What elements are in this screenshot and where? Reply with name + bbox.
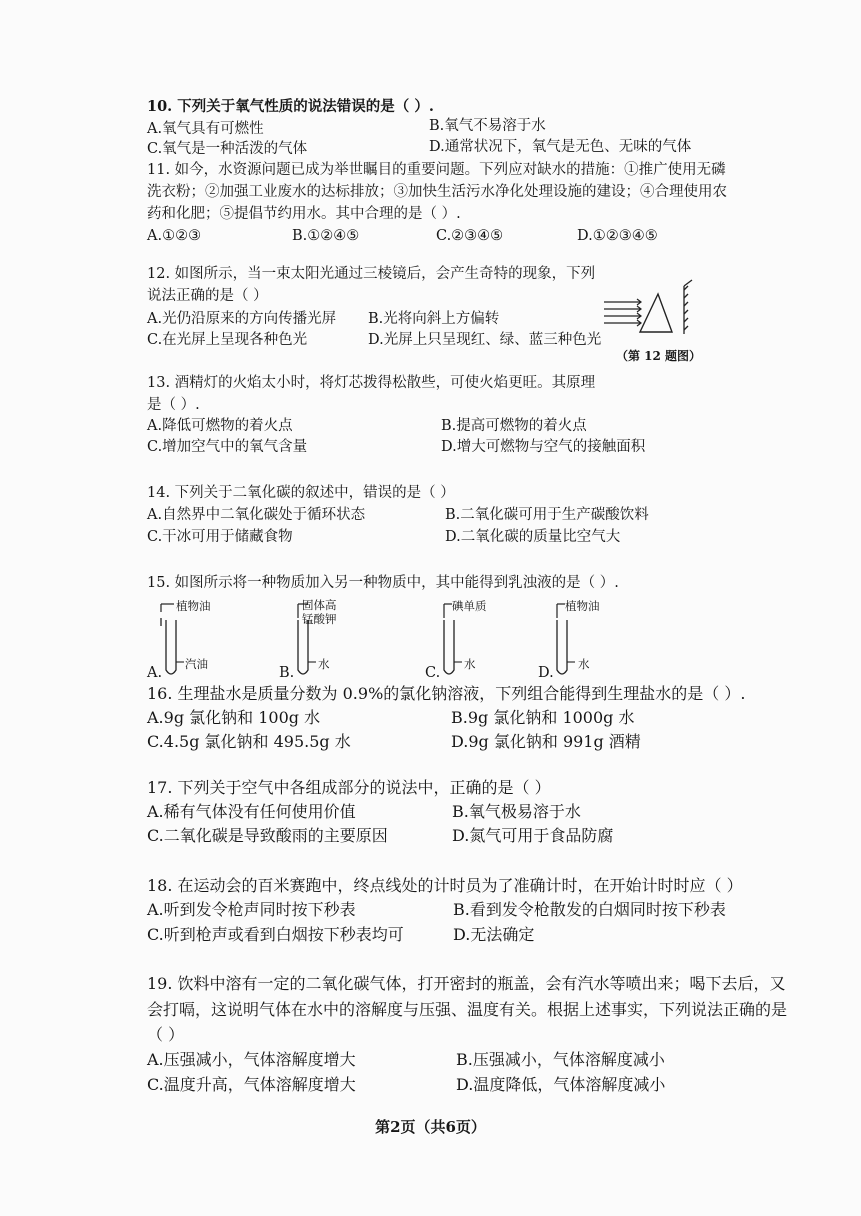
q14-stem: 14. 下列关于二氧化碳的叙述中，错误的是（ ）: [147, 485, 455, 501]
q16-option-d: D.9g 氯化钠和 991g 酒精: [451, 732, 641, 751]
q11-option-b: B.①②④⑤: [292, 228, 360, 244]
q13-line-2: 是（ ）.: [147, 397, 200, 413]
tube-a-letter: A.: [147, 665, 163, 681]
q12-line-2: 说法正确的是（ ）: [147, 288, 268, 304]
q12-option-b: B.光将向斜上方偏转: [368, 311, 500, 327]
q19-option-b: B.压强减小，气体溶解度减小: [456, 1050, 665, 1069]
q13-line-1: 13. 酒精灯的火焰太小时，将灯芯拨得松散些，可使火焰更旺。其原理: [147, 375, 596, 391]
tube-b-side-label: 水: [318, 657, 330, 671]
q17-option-c: C.二氧化碳是导致酸雨的主要原因: [147, 826, 388, 845]
q17-option-a: A.稀有气体没有任何使用价值: [147, 802, 356, 821]
q19-option-c: C.温度升高，气体溶解度增大: [147, 1075, 356, 1094]
q13-option-c: C.增加空气中的氧气含量: [147, 439, 308, 455]
q19-line-1: 19. 饮料中溶有一定的二氧化碳气体，打开密封的瓶盖，会有汽水等喷出来；喝下去后，又: [147, 974, 786, 993]
q17-option-d: D.氮气可用于食品防腐: [452, 826, 614, 845]
q19-option-d: D.温度降低，气体溶解度减小: [456, 1075, 666, 1094]
light-rays: [604, 299, 641, 326]
tube-b-top-label-2: 锰酸钾: [302, 612, 337, 626]
q11-line-2: 洗衣粉；②加强工业废水的达标排放；③加快生活污水净化处理设施的建设；④合理使用农: [147, 184, 727, 200]
q16-option-a: A.9g 氯化钠和 100g 水: [147, 708, 321, 727]
q18-option-a: A.听到发令枪声同时按下秒表: [147, 900, 356, 919]
q10-option-c: C.氧气是一种活泼的气体: [147, 141, 308, 157]
q18-option-b: B.看到发令枪散发的白烟同时按下秒表: [453, 900, 726, 919]
tube-d-letter: D.: [538, 665, 554, 681]
q14-option-c: C.干冰可用于储藏食物: [147, 529, 293, 545]
q14-option-d: D.二氧化碳的质量比空气大: [445, 529, 621, 545]
q12-line-1: 12. 如图所示，当一束太阳光通过三棱镜后，会产生奇特的现象，下列: [147, 266, 596, 282]
q16-option-c: C.4.5g 氯化钠和 495.5g 水: [147, 732, 351, 751]
tube-c-top-label: 碘单质: [452, 599, 487, 613]
q11-option-a: A.①②③: [147, 228, 202, 244]
q10-option-a: A.氧气具有可燃性: [147, 121, 264, 137]
tube-d-top-label: 植物油: [565, 599, 600, 613]
q16-stem: 16. 生理盐水是质量分数为 0.9%的氯化钠溶液，下列组合能得到生理盐水的是（ ）.: [147, 684, 746, 703]
q12-option-a: A.光仍沿原来的方向传播光屏: [147, 311, 337, 327]
q19-line-3: （ ）: [147, 1025, 185, 1044]
tube-a-side-label: 汽油: [185, 657, 208, 671]
q17-stem: 17. 下列关于空气中各组成部分的说法中，正确的是（ ）: [147, 778, 551, 797]
q10-option-d: D.通常状况下，氧气是无色、无味的气体: [429, 139, 692, 155]
tube-b-top-label: 固体高: [302, 598, 337, 612]
tube-d-side-label: 水: [578, 657, 590, 671]
page-footer: 第2页（共6页）: [375, 1118, 486, 1136]
q12-option-d: D.光屏上只呈现红、绿、蓝三种色光: [368, 332, 602, 348]
q19-option-a: A.压强减小，气体溶解度增大: [147, 1050, 356, 1069]
q11-line-1: 11. 如今，水资源问题已成为举世瞩目的重要问题。下列应对缺水的措施：①推广使用无磷: [147, 162, 726, 178]
q12-figure-caption: （第 12 题图）: [616, 349, 702, 363]
q10-stem: 10. 下列关于氧气性质的说法错误的是（ ）.: [147, 98, 434, 115]
q18-option-d: D.无法确定: [453, 925, 535, 944]
q13-option-a: A.降低可燃物的着火点: [147, 418, 293, 434]
q17-option-b: B.氧气极易溶于水: [452, 802, 581, 821]
prism: [640, 294, 672, 332]
q13-option-b: B.提高可燃物的着火点: [441, 418, 587, 434]
q11-line-3: 药和化肥；⑤提倡节约用水。其中合理的是（ ）.: [147, 206, 461, 222]
q15-stem: 15. 如图所示将一种物质加入另一种物质中，其中能得到乳浊液的是（ ）.: [147, 575, 619, 591]
tube-b-letter: B.: [279, 665, 295, 681]
q11-option-c: C.②③④⑤: [436, 228, 504, 244]
q14-option-b: B.二氧化碳可用于生产碳酸饮料: [445, 507, 649, 523]
q14-option-a: A.自然界中二氧化碳处于循环状态: [147, 507, 366, 523]
tube-a-top-label: 植物油: [176, 599, 211, 613]
light-screen: [684, 280, 692, 334]
q19-line-2: 会打嗝，这说明气体在水中的溶解度与压强、温度有关。根据上述事实，下列说法正确的是: [147, 1000, 788, 1019]
q12-option-c: C.在光屏上呈现各种色光: [147, 332, 308, 348]
q18-stem: 18. 在运动会的百米赛跑中，终点线处的计时员为了准确计时，在开始计时时应（ ）: [147, 876, 743, 895]
prism-figure: [600, 272, 710, 352]
q13-option-d: D.增大可燃物与空气的接触面积: [441, 439, 646, 455]
q18-option-c: C.听到枪声或看到白烟按下秒表均可: [147, 925, 404, 944]
q10-option-b: B.氧气不易溶于水: [429, 118, 546, 134]
tube-c-side-label: 水: [464, 657, 476, 671]
q11-option-d: D.①②③④⑤: [577, 228, 658, 244]
tube-c-letter: C.: [425, 665, 441, 681]
q16-option-b: B.9g 氯化钠和 1000g 水: [451, 708, 635, 727]
